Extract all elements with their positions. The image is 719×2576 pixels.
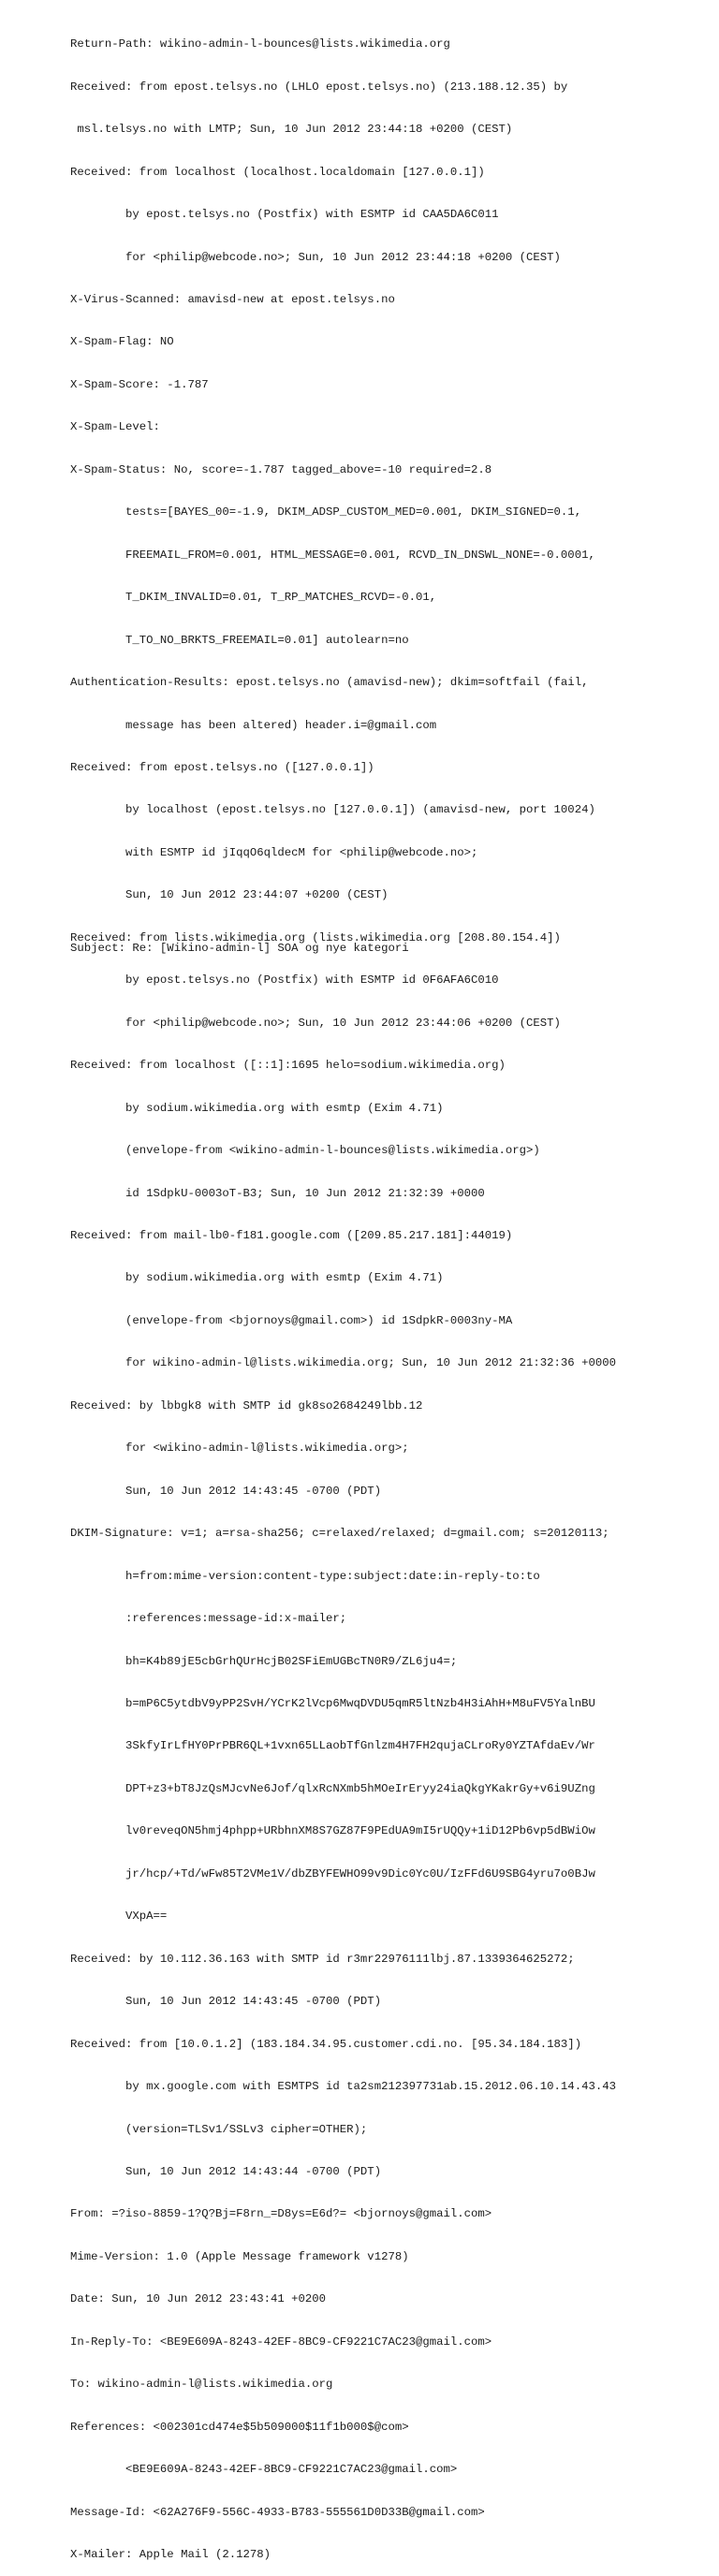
header-line: msl.telsys.no with LMTP; Sun, 10 Jun 2012 23:44:18 +0200 (CEST) [70,123,513,137]
header-line: for <philip@webcode.no>; Sun, 10 Jun 2012 23:44:18 +0200 (CEST) [70,250,561,264]
header-line: (envelope-from <wikino-admin-l-bounces@lists.wikimedia.org>) [70,1144,540,1158]
header-line: Message-Id: <62A276F9-556C-4933-B783-555561D0D33B@gmail.com> [70,2505,485,2519]
header-line: Received: from epost.telsys.no ([127.0.0.1]) [70,761,374,775]
header-line: X-Spam-Flag: NO [70,335,174,349]
header-line: X-Mailer: Apple Mail (2.1278) [70,2548,271,2562]
header-line: DKIM-Signature: v=1; a=rsa-sha256; c=relaxed/relaxed; d=gmail.com; s=20120113; [70,1527,609,1541]
header-line: X-Spam-Status: No, score=-1.787 tagged_above=-10 required=2.8 [70,462,492,476]
header-line: Date: Sun, 10 Jun 2012 23:43:41 +0200 [70,2292,327,2306]
header-line: X-Spam-Score: -1.787 [70,377,209,391]
header-line: Sun, 10 Jun 2012 23:44:07 +0200 (CEST) [70,888,389,902]
email-headers [70,9,716,2576]
header-line: In-Reply-To: <BE9E609A-8243-42EF-8BC9-CF9221C7AC23@gmail.com> [70,2334,492,2349]
header-line: Received: from [10.0.1.2] (183.184.34.95.customer.cdi.no. [95.34.184.183]) [70,2037,582,2051]
header-line: Received: from lists.wikimedia.org (lists.wikimedia.org [208.80.154.4]) [70,930,561,944]
header-line: by sodium.wikimedia.org with esmtp (Exim 4.71) [70,1101,444,1115]
header-line: DPT+z3+bT8JzQsMJcvNe6Jof/qlxRcNXmb5hMOeIrEryy24iaQkgYKakrGy+v6i9UZng [70,1781,595,1795]
header-line: h=from:mime-version:content-type:subject:date:in-reply-to:to [70,1569,540,1583]
header-line: id 1SdpkU-0003oT-B3; Sun, 10 Jun 2012 21:32:39 +0000 [70,1186,485,1200]
header-line: Received: by 10.112.36.163 with SMTP id r3mr22976111lbj.87.1339364625272; [70,1952,575,1966]
header-line: Sun, 10 Jun 2012 14:43:45 -0700 (PDT) [70,1995,382,2009]
header-line: for <wikino-admin-l@lists.wikimedia.org>; [70,1442,409,1456]
header-line: X-Virus-Scanned: amavisd-new at epost.telsys.no [70,293,395,307]
header-line: To: wikino-admin-l@lists.wikimedia.org [70,2378,333,2392]
header-line: Received: from localhost (localhost.localdomain [127.0.0.1]) [70,165,485,179]
header-line: From: =?iso-8859-1?Q?Bj=F8rn_=D8ys=E6d?= <bjornoys@gmail.com> [70,2207,492,2221]
header-line: Received: from mail-lb0-f181.google.com ([209.85.217.181]:44019) [70,1229,513,1242]
header-line: VXpA== [70,1910,168,1924]
header-line: Authentication-Results: epost.telsys.no (amavisd-new); dkim=softfail (fail, [70,676,589,690]
header-line: Mime-Version: 1.0 (Apple Message framework v1278) [70,2249,409,2263]
header-line: Return-Path: wikino-admin-l-bounces@lists.wikimedia.org [70,37,450,51]
header-line: T_DKIM_INVALID=0.01, T_RP_MATCHES_RCVD=-0.01, [70,591,437,605]
header-line: by mx.google.com with ESMTPS id ta2sm212397731ab.15.2012.06.10.14.43.43 [70,2080,616,2094]
header-line: b=mP6C5ytdbV9yPP2SvH/YCrK2lVcp6MwqDVDU5qmR5ltNzb4H3iAhH+M8uFV5YalnBU [70,1696,595,1710]
header-line: lv0reveqON5hmj4phpp+URbhnXM8S7GZ87F9PEdUA9mI5rUQQy+1iD12Pb6vp5dBWiOw [70,1824,595,1838]
header-line: by epost.telsys.no (Postfix) with ESMTP id 0F6AFA6C010 [70,973,499,988]
header-line: for wikino-admin-l@lists.wikimedia.org; Sun, 10 Jun 2012 21:32:36 +0000 [70,1356,616,1370]
header-line: tests=[BAYES_00=-1.9, DKIM_ADSP_CUSTOM_MED=0.001, DKIM_SIGNED=0.1, [70,505,582,520]
header-line: 3SkfyIrLfHY0PrPBR6QL+1vxn65LLaobTfGnlzm4H7FH2qujaCLroRy0YZTAfdaEv/Wr [70,1739,595,1753]
header-line: Received: by lbbgk8 with SMTP id gk8so2684249lbb.12 [70,1398,423,1412]
header-line: (version=TLSv1/SSLv3 cipher=OTHER); [70,2122,368,2136]
header-line: Received: from epost.telsys.no (LHLO epost.telsys.no) (213.188.12.35) by [70,80,568,94]
header-line: References: <002301cd474e$5b509000$11f1b000$@com> [70,2420,409,2434]
header-line: by sodium.wikimedia.org with esmtp (Exim 4.71) [70,1271,444,1285]
header-line: by epost.telsys.no (Postfix) with ESMTP id CAA5DA6C011 [70,208,499,222]
header-line: for <philip@webcode.no>; Sun, 10 Jun 2012 23:44:06 +0200 (CEST) [70,1016,561,1030]
header-line: with ESMTP id jIqqO6qldecM for <philip@webcode.no>; [70,845,478,859]
header-line: T_TO_NO_BRKTS_FREEMAIL=0.01] autolearn=no [70,633,409,647]
header-line: <BE9E609A-8243-42EF-8BC9-CF9221C7AC23@gmail.com> [70,2463,458,2477]
header-line: Received: from localhost ([::1]:1695 helo=sodium.wikimedia.org) [70,1059,506,1073]
header-line: by localhost (epost.telsys.no [127.0.0.1]) (amavisd-new, port 10024) [70,803,595,817]
header-line: (envelope-from <bjornoys@gmail.com>) id 1SdpkR-0003ny-MA [70,1313,513,1327]
email-subject: Subject: Re: [Wikino-admin-l] SOA og nye kategori [70,942,409,955]
header-line: Sun, 10 Jun 2012 14:43:45 -0700 (PDT) [70,1484,382,1498]
header-line: bh=K4b89jE5cbGrhQUrHcjB02SFiEmUGBcTN0R9/ZL6ju4=; [70,1654,458,1668]
header-line: :references:message-id:x-mailer; [70,1612,347,1626]
header-line: jr/hcp/+Td/wFw85T2VMe1V/dbZBYFEWHO99v9Dic0Yc0U/IzFFd6U9SBG4yru7o0BJw [70,1866,595,1881]
header-line: Sun, 10 Jun 2012 14:43:44 -0700 (PDT) [70,2164,382,2178]
header-line: FREEMAIL_FROM=0.001, HTML_MESSAGE=0.001, RCVD_IN_DNSWL_NONE=-0.0001, [70,548,595,562]
header-line: message has been altered) header.i=@gmail.com [70,718,437,732]
header-line: X-Spam-Level: [70,420,160,434]
